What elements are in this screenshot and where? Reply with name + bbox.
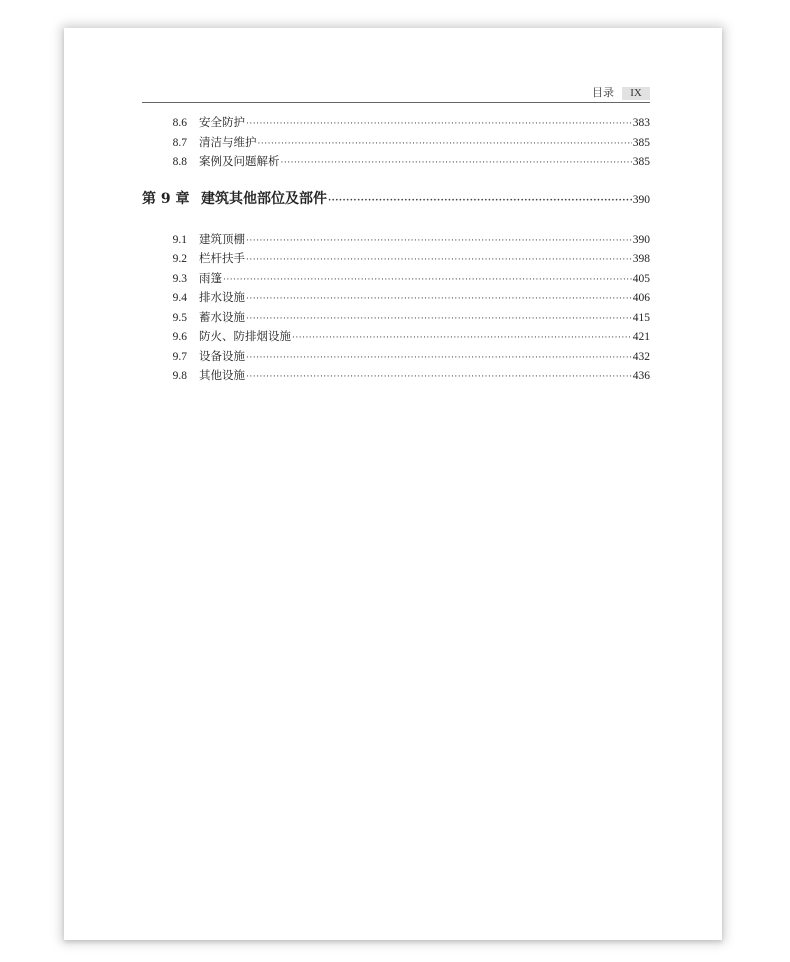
section-title: 蓄水设施 xyxy=(199,310,245,324)
toc-entry xyxy=(142,348,650,366)
section-title: 案例及问题解析 xyxy=(199,154,280,168)
dot-leader xyxy=(246,116,632,132)
section-title: 清洁与维护 xyxy=(199,135,257,149)
page-number: 385 xyxy=(632,137,650,149)
dot-leader xyxy=(246,369,632,385)
section-number: 9.2 xyxy=(172,253,187,265)
page-number: 383 xyxy=(632,117,650,129)
section-title: 其他设施 xyxy=(199,368,245,382)
toc-entry xyxy=(142,231,650,249)
page-number: 432 xyxy=(632,351,650,363)
section-number: 9.3 xyxy=(172,273,187,285)
section-title: 排水设施 xyxy=(199,290,245,304)
section-title: 雨篷 xyxy=(199,271,222,285)
section-title: 设备设施 xyxy=(199,349,245,363)
dot-leader xyxy=(246,291,632,307)
header-page-number: IX xyxy=(622,87,650,100)
dot-leader xyxy=(328,192,632,210)
toc-entry xyxy=(142,328,650,346)
section-number: 8.6 xyxy=(172,117,187,129)
section-number: 9.5 xyxy=(172,312,187,324)
page-number: 406 xyxy=(632,292,650,304)
section-title: 栏杆扶手 xyxy=(199,251,245,265)
toc-entry xyxy=(142,289,650,307)
toc-entry xyxy=(142,114,650,132)
page-number: 421 xyxy=(632,331,650,343)
toc-entry xyxy=(142,250,650,268)
section-number: 9.4 xyxy=(172,292,187,304)
section-number: 9.6 xyxy=(172,331,187,343)
dot-leader xyxy=(246,311,632,327)
chapter-number: 第 9 章 xyxy=(142,191,190,207)
page-number: 390 xyxy=(632,234,650,246)
section-title: 建筑顶棚 xyxy=(199,232,245,246)
page-number: 390 xyxy=(632,194,650,206)
chapter-entry xyxy=(142,190,650,210)
section-number: 8.8 xyxy=(172,156,187,168)
section-title: 防火、防排烟设施 xyxy=(199,329,291,343)
running-header xyxy=(142,86,650,103)
page-number: 398 xyxy=(632,253,650,265)
dot-leader xyxy=(281,155,632,171)
page-number: 385 xyxy=(632,156,650,168)
document-page xyxy=(64,28,722,940)
section-number: 9.7 xyxy=(172,351,187,363)
section-number: 8.7 xyxy=(172,137,187,149)
page-number: 415 xyxy=(632,312,650,324)
dot-leader xyxy=(246,350,632,366)
toc-entry xyxy=(142,270,650,288)
dot-leader xyxy=(223,272,632,288)
page-number: 436 xyxy=(632,370,650,382)
toc-entry xyxy=(142,153,650,171)
section-number: 9.8 xyxy=(172,370,187,382)
dot-leader xyxy=(246,233,632,249)
toc-entry xyxy=(142,309,650,327)
section-title: 安全防护 xyxy=(199,115,245,129)
chapter-title: 建筑其他部位及部件 xyxy=(201,191,327,207)
toc-entry xyxy=(142,367,650,385)
header-title: 目录 xyxy=(592,86,614,99)
toc-entry xyxy=(142,134,650,152)
page-number: 405 xyxy=(632,273,650,285)
dot-leader xyxy=(258,136,632,152)
dot-leader xyxy=(246,252,632,268)
dot-leader xyxy=(292,330,632,346)
section-number: 9.1 xyxy=(172,234,187,246)
